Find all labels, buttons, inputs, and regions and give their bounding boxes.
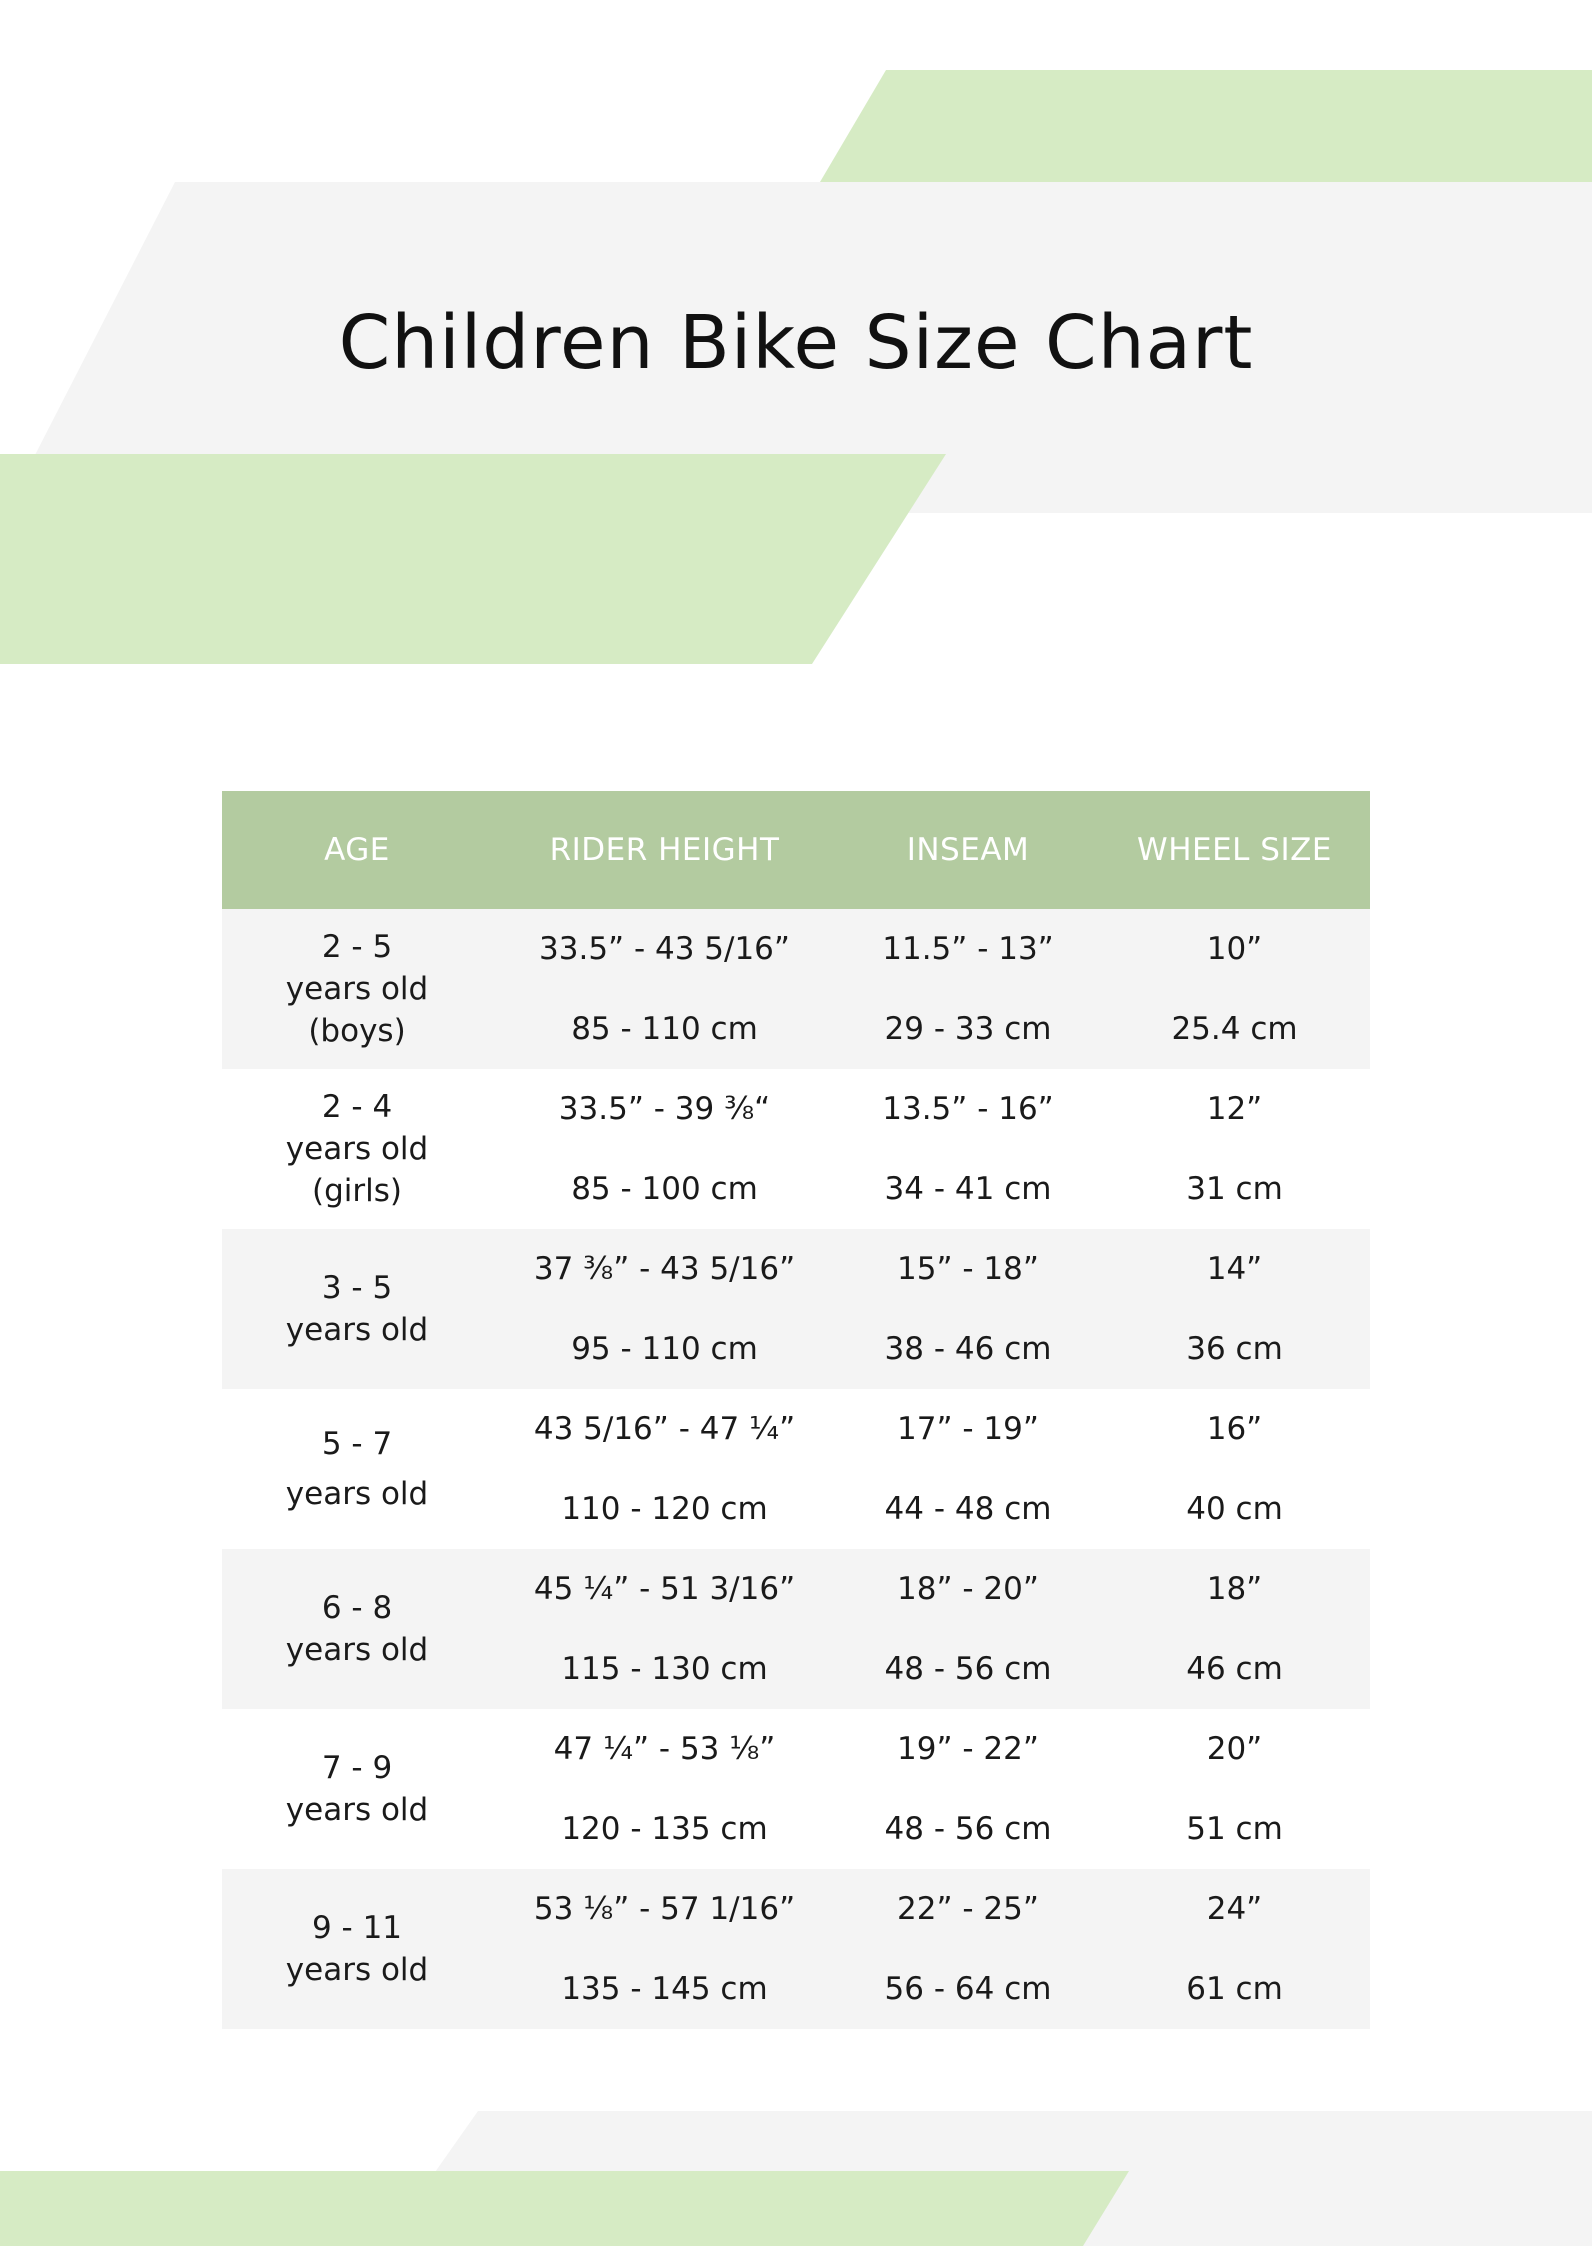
rider-height-cell bbox=[492, 1869, 837, 2029]
age-note: (boys) bbox=[308, 1013, 406, 1049]
table-row bbox=[222, 1229, 1370, 1389]
wheel-inches: 20” bbox=[1206, 1731, 1263, 1767]
rider-height-cell bbox=[492, 1229, 837, 1389]
table-row bbox=[222, 1869, 1370, 2029]
age-range: 9 - 11 bbox=[311, 1910, 403, 1946]
inseam-cm: 48 - 56 cm bbox=[884, 1811, 1052, 1847]
age-unit: years old bbox=[285, 1952, 429, 1988]
inseam-cm: 29 - 33 cm bbox=[884, 1011, 1052, 1047]
wheel-inches: 12” bbox=[1206, 1091, 1263, 1127]
wheel-inches: 18” bbox=[1206, 1571, 1263, 1607]
wheel-cm: 31 cm bbox=[1186, 1171, 1283, 1207]
rider-height-cell bbox=[492, 1069, 837, 1229]
wheel-cm: 25.4 cm bbox=[1171, 1011, 1298, 1047]
height-inches: 47 ¼” - 53 ⅛” bbox=[553, 1731, 776, 1767]
age-unit: years old bbox=[285, 1792, 429, 1828]
height-cm: 115 - 130 cm bbox=[561, 1651, 768, 1687]
table-header-row bbox=[222, 791, 1370, 909]
age-cell bbox=[222, 1549, 492, 1709]
inseam-inches: 22” - 25” bbox=[897, 1891, 1039, 1927]
wheel-size-cell bbox=[1099, 1709, 1370, 1869]
height-cm: 110 - 120 cm bbox=[561, 1491, 768, 1527]
inseam-inches: 17” - 19” bbox=[897, 1411, 1039, 1447]
rider-height-cell bbox=[492, 909, 837, 1069]
inseam-cell bbox=[837, 1389, 1099, 1549]
height-inches: 53 ⅛” - 57 1/16” bbox=[533, 1891, 796, 1927]
wheel-inches: 10” bbox=[1206, 931, 1263, 967]
age-cell bbox=[222, 1229, 492, 1389]
age-unit: years old bbox=[285, 1312, 429, 1348]
inseam-inches: 18” - 20” bbox=[897, 1571, 1039, 1607]
inseam-inches: 15” - 18” bbox=[897, 1251, 1039, 1287]
age-range: 2 - 4 bbox=[321, 1089, 393, 1125]
wheel-cm: 51 cm bbox=[1186, 1811, 1283, 1847]
wheel-cm: 61 cm bbox=[1186, 1971, 1283, 2007]
bike-size-table bbox=[222, 791, 1370, 2029]
height-inches: 37 ⅜” - 43 5/16” bbox=[533, 1251, 796, 1287]
height-inches: 43 5/16” - 47 ¼” bbox=[533, 1411, 796, 1447]
wheel-inches: 16” bbox=[1206, 1411, 1263, 1447]
height-cm: 120 - 135 cm bbox=[561, 1811, 768, 1847]
top-right-green-band bbox=[820, 70, 1592, 182]
age-cell bbox=[222, 1389, 492, 1549]
age-cell bbox=[222, 1869, 492, 2029]
height-inches: 45 ¼” - 51 3/16” bbox=[533, 1571, 796, 1607]
inseam-cm: 56 - 64 cm bbox=[884, 1971, 1052, 2007]
age-cell bbox=[222, 1069, 492, 1229]
age-unit: years old bbox=[285, 971, 429, 1007]
inseam-inches: 13.5” - 16” bbox=[882, 1091, 1054, 1127]
inseam-cell bbox=[837, 1549, 1099, 1709]
age-range: 6 - 8 bbox=[321, 1590, 393, 1626]
wheel-size-cell bbox=[1099, 1869, 1370, 2029]
rider-height-cell bbox=[492, 1709, 837, 1869]
height-cm: 85 - 100 cm bbox=[571, 1171, 758, 1207]
bottom-green-band bbox=[0, 2171, 1129, 2246]
height-inches: 33.5” - 39 ⅜“ bbox=[558, 1091, 771, 1127]
age-cell bbox=[222, 1709, 492, 1869]
wheel-size-cell bbox=[1099, 1229, 1370, 1389]
height-cm: 135 - 145 cm bbox=[561, 1971, 768, 2007]
age-range: 7 - 9 bbox=[321, 1750, 393, 1786]
wheel-cm: 40 cm bbox=[1186, 1491, 1283, 1527]
header-wheel-size: WHEEL SIZE bbox=[1099, 791, 1370, 909]
inseam-cell bbox=[837, 1069, 1099, 1229]
height-cm: 95 - 110 cm bbox=[571, 1331, 758, 1367]
age-range: 3 - 5 bbox=[321, 1270, 393, 1306]
inseam-cm: 38 - 46 cm bbox=[884, 1331, 1052, 1367]
rider-height-cell bbox=[492, 1389, 837, 1549]
age-unit: years old bbox=[285, 1131, 429, 1167]
age-unit: years old bbox=[285, 1476, 429, 1512]
header-inseam: INSEAM bbox=[837, 791, 1099, 909]
wheel-cm: 36 cm bbox=[1186, 1331, 1283, 1367]
inseam-cm: 48 - 56 cm bbox=[884, 1651, 1052, 1687]
inseam-cm: 34 - 41 cm bbox=[884, 1171, 1052, 1207]
header-age: AGE bbox=[222, 791, 492, 909]
age-range: 2 - 5 bbox=[321, 929, 393, 965]
wheel-size-cell bbox=[1099, 1389, 1370, 1549]
inseam-cell bbox=[837, 1869, 1099, 2029]
age-note: (girls) bbox=[312, 1173, 402, 1209]
inseam-cell bbox=[837, 1229, 1099, 1389]
wheel-size-cell bbox=[1099, 1549, 1370, 1709]
wheel-inches: 24” bbox=[1206, 1891, 1263, 1927]
inseam-inches: 11.5” - 13” bbox=[882, 931, 1054, 967]
wheel-size-cell bbox=[1099, 1069, 1370, 1229]
table-row bbox=[222, 1549, 1370, 1709]
left-green-band bbox=[0, 454, 946, 664]
wheel-inches: 14” bbox=[1206, 1251, 1263, 1287]
age-cell bbox=[222, 909, 492, 1069]
page-title: Children Bike Size Chart bbox=[338, 300, 1254, 386]
inseam-inches: 19” - 22” bbox=[897, 1731, 1039, 1767]
header-rider-height: RIDER HEIGHT bbox=[492, 791, 837, 909]
inseam-cell bbox=[837, 909, 1099, 1069]
wheel-cm: 46 cm bbox=[1186, 1651, 1283, 1687]
height-cm: 85 - 110 cm bbox=[571, 1011, 758, 1047]
table-body bbox=[222, 909, 1370, 2029]
table-row bbox=[222, 909, 1370, 1069]
rider-height-cell bbox=[492, 1549, 837, 1709]
table-row bbox=[222, 1389, 1370, 1549]
wheel-size-cell bbox=[1099, 909, 1370, 1069]
age-range: 5 - 7 bbox=[321, 1426, 393, 1462]
table-row bbox=[222, 1069, 1370, 1229]
inseam-cm: 44 - 48 cm bbox=[884, 1491, 1052, 1527]
table-row bbox=[222, 1709, 1370, 1869]
inseam-cell bbox=[837, 1709, 1099, 1869]
age-unit: years old bbox=[285, 1632, 429, 1668]
height-inches: 33.5” - 43 5/16” bbox=[539, 931, 790, 967]
